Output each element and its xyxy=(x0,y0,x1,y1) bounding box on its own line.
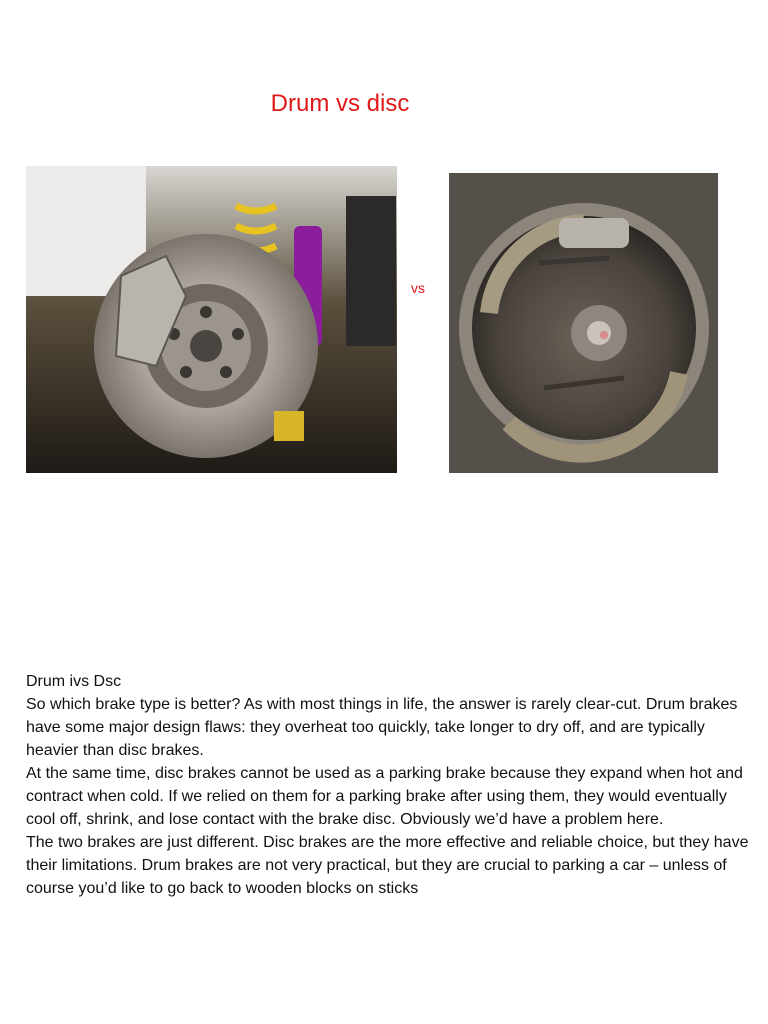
article-paragraph: At the same time, disc brakes cannot be used as a parking brake because they expand when hot and contract when cold. If we relied on them for a parking brake after using them, they would eventually cool off, shrink, and lose contact with the brake disc. Obviously we’d have a problem here. xyxy=(26,765,743,828)
disc-brake-photo xyxy=(26,166,397,473)
article-heading: Drum ivs Dsc xyxy=(26,673,122,690)
article-paragraph: The two brakes are just different. Disc brakes are the more effective and reliable choice, but they have their limitations. Drum brakes are not very practical, but they are crucial to parking a car – unless of course you’d like to go back to wooden blocks on sticks xyxy=(26,834,749,897)
article-paragraph: So which brake type is better? As with most things in life, the answer is rarely clear-cut. Drum brakes have some major design flaws: they overheat too quickly, take longer to dry off, and are typically heavier than disc brakes. xyxy=(26,696,738,759)
drum-brake-photo xyxy=(449,173,718,473)
article-body xyxy=(26,670,756,900)
page-title: Drum vs disc xyxy=(270,90,410,117)
vs-label: vs xyxy=(411,280,425,296)
